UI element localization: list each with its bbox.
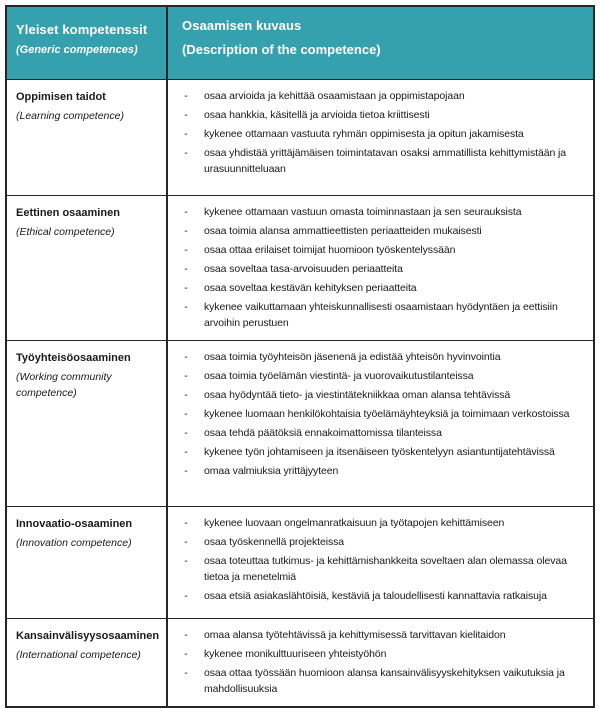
header-col2-title: Osaamisen kuvaus bbox=[182, 18, 302, 33]
header-col1-subtitle: (Generic competences) bbox=[16, 44, 138, 56]
bullet-text: osaa toimia alansa ammattieettisten periaatteiden mukaisesti bbox=[204, 225, 482, 237]
bullet-text: kykenee luovaan ongelmanratkaisuun ja työtapojen kehittämiseen bbox=[204, 517, 505, 529]
bullet-text: osaa toteuttaa tutkimus- ja kehittämishankkeita soveltaen alan olemassa olevaa tietoa ja menetelmiä bbox=[204, 555, 567, 583]
bullet-item bbox=[168, 204, 581, 220]
bullet-dash-icon: - bbox=[184, 517, 188, 529]
bullet-item bbox=[168, 646, 581, 662]
bullet-text: osaa yhdistää yrittäjämäisen toimintatavan osaksi ammatillista kehittymistään ja urasuunnitteluaan bbox=[204, 147, 566, 175]
competence-name-cell bbox=[7, 80, 168, 195]
competence-name-en: (Learning competence) bbox=[16, 110, 124, 122]
bullet-dash-icon: - bbox=[184, 282, 188, 294]
bullet-item bbox=[168, 88, 581, 104]
bullet-item bbox=[168, 463, 581, 479]
bullet-text: omaa alansa työtehtävissä ja kehittymisessä tarvittavan kielitaidon bbox=[204, 629, 506, 641]
table-row bbox=[7, 195, 593, 340]
table-body bbox=[7, 79, 593, 706]
bullet-dash-icon: - bbox=[184, 147, 188, 159]
table-row bbox=[7, 340, 593, 506]
bullet-text: omaa valmiuksia yrittäjyyteen bbox=[204, 465, 339, 477]
bullet-item bbox=[168, 299, 581, 331]
competence-name-fi: Oppimisen taidot bbox=[16, 91, 106, 103]
bullet-dash-icon: - bbox=[184, 244, 188, 256]
bullet-item bbox=[168, 425, 581, 441]
bullet-text: osaa hyödyntää tieto- ja viestintätekniikkaa oman alansa tehtävissä bbox=[204, 389, 511, 401]
bullet-list bbox=[168, 196, 593, 340]
bullet-dash-icon: - bbox=[184, 648, 188, 660]
competence-name-en: (Innovation competence) bbox=[16, 537, 132, 549]
bullet-item bbox=[168, 387, 581, 403]
bullet-list bbox=[168, 80, 593, 186]
bullet-text: osaa työskennellä projekteissa bbox=[204, 536, 345, 548]
bullet-item bbox=[168, 280, 581, 296]
bullet-text: osaa ottaa työssään huomioon alansa kansainvälisyyskehityksen vaikutuksia ja mahdollisuuksia bbox=[204, 667, 565, 695]
competence-name-cell bbox=[7, 619, 168, 706]
table-header-row bbox=[7, 7, 593, 79]
bullet-dash-icon: - bbox=[184, 590, 188, 602]
bullet-text: osaa soveltaa tasa-arvoisuuden periaatteita bbox=[204, 263, 403, 275]
bullet-text: kykenee vaikuttamaan yhteiskunnallisesti osaamistaan hyödyntäen ja eettisiin arvoihin perustuen bbox=[204, 301, 558, 329]
bullet-dash-icon: - bbox=[184, 225, 188, 237]
bullet-dash-icon: - bbox=[184, 408, 188, 420]
header-cell-competence-description bbox=[168, 7, 593, 79]
bullet-dash-icon: - bbox=[184, 206, 188, 218]
bullet-text: osaa ottaa erilaiset toimijat huomioon työskentelyssään bbox=[204, 244, 456, 256]
bullet-text: kykenee monikulttuuriseen yhteistyöhön bbox=[204, 648, 387, 660]
bullet-text: osaa tehdä päätöksiä ennakoimattomissa tilanteissa bbox=[204, 427, 442, 439]
bullet-item bbox=[168, 368, 581, 384]
bullet-item bbox=[168, 515, 581, 531]
bullet-dash-icon: - bbox=[184, 427, 188, 439]
header-col2-subtitle: (Description of the competence) bbox=[182, 42, 381, 57]
bullet-item bbox=[168, 261, 581, 277]
bullet-dash-icon: - bbox=[184, 389, 188, 401]
competence-name-en: (Working community competence) bbox=[16, 371, 112, 399]
bullet-dash-icon: - bbox=[184, 555, 188, 567]
competence-name-cell bbox=[7, 196, 168, 340]
bullet-item bbox=[168, 242, 581, 258]
bullet-text: osaa hankkia, käsitellä ja arvioida tietoa kriittisesti bbox=[204, 109, 430, 121]
bullet-item bbox=[168, 588, 581, 604]
bullet-dash-icon: - bbox=[184, 90, 188, 102]
bullet-dash-icon: - bbox=[184, 446, 188, 458]
competence-description-cell bbox=[168, 507, 593, 618]
header-cell-generic-competences bbox=[7, 7, 168, 79]
bullet-dash-icon: - bbox=[184, 351, 188, 363]
competence-name-en: (Ethical competence) bbox=[16, 226, 115, 238]
competence-description-cell bbox=[168, 196, 593, 340]
bullet-item bbox=[168, 406, 581, 422]
competence-name-en: (International competence) bbox=[16, 649, 141, 661]
bullet-dash-icon: - bbox=[184, 370, 188, 382]
bullet-item bbox=[168, 444, 581, 460]
bullet-text: osaa toimia työelämän viestintä- ja vuorovaikutustilanteissa bbox=[204, 370, 474, 382]
bullet-text: osaa toimia työyhteisön jäsenenä ja edistää yhteisön hyvinvointia bbox=[204, 351, 501, 363]
bullet-dash-icon: - bbox=[184, 128, 188, 140]
competence-name-fi: Työyhteisöosaaminen bbox=[16, 352, 131, 364]
competence-table bbox=[5, 5, 595, 708]
bullet-dash-icon: - bbox=[184, 667, 188, 679]
bullet-dash-icon: - bbox=[184, 629, 188, 641]
bullet-item bbox=[168, 126, 581, 142]
competence-description-cell bbox=[168, 619, 593, 706]
competence-name-cell bbox=[7, 341, 168, 506]
bullet-dash-icon: - bbox=[184, 536, 188, 548]
competence-name-cell bbox=[7, 507, 168, 618]
bullet-list bbox=[168, 619, 593, 706]
competence-name-fi: Kansainvälisyysosaaminen bbox=[16, 630, 160, 642]
competence-name-fi: Innovaatio-osaaminen bbox=[16, 518, 133, 530]
bullet-text: osaa soveltaa kestävän kehityksen periaatteita bbox=[204, 282, 417, 294]
table-row bbox=[7, 618, 593, 706]
competence-name-fi: Eettinen osaaminen bbox=[16, 207, 120, 219]
bullet-text: osaa arvioida ja kehittää osaamistaan ja oppimistapojaan bbox=[204, 90, 465, 102]
bullet-item bbox=[168, 223, 581, 239]
bullet-item bbox=[168, 553, 581, 585]
table-row bbox=[7, 79, 593, 195]
bullet-dash-icon: - bbox=[184, 263, 188, 275]
bullet-text: kykenee työn johtamiseen ja itsenäiseen työskentelyyn asiantuntijatehtävissä bbox=[204, 446, 555, 458]
bullet-text: kykenee ottamaan vastuuta ryhmän oppimisesta ja opitun jakamisesta bbox=[204, 128, 524, 140]
header-col1-title: Yleiset kompetenssit bbox=[16, 22, 148, 37]
bullet-text: osaa etsiä asiakaslähtöisiä, kestäviä ja taloudellisesti kannattavia ratkaisuja bbox=[204, 590, 547, 602]
bullet-dash-icon: - bbox=[184, 109, 188, 121]
bullet-dash-icon: - bbox=[184, 301, 188, 313]
bullet-text: kykenee luomaan henkilökohtaisia työelämäyhteyksiä ja toimimaan verkostoissa bbox=[204, 408, 570, 420]
bullet-list bbox=[168, 341, 593, 488]
bullet-item bbox=[168, 107, 581, 123]
bullet-text: kykenee ottamaan vastuun omasta toiminnastaan ja sen seurauksista bbox=[204, 206, 522, 218]
competence-description-cell bbox=[168, 80, 593, 195]
bullet-item bbox=[168, 145, 581, 177]
bullet-item bbox=[168, 534, 581, 550]
competence-description-cell bbox=[168, 341, 593, 506]
bullet-item bbox=[168, 349, 581, 365]
bullet-item bbox=[168, 665, 581, 697]
bullet-dash-icon: - bbox=[184, 465, 188, 477]
bullet-list bbox=[168, 507, 593, 613]
bullet-item bbox=[168, 627, 581, 643]
table-row bbox=[7, 506, 593, 618]
